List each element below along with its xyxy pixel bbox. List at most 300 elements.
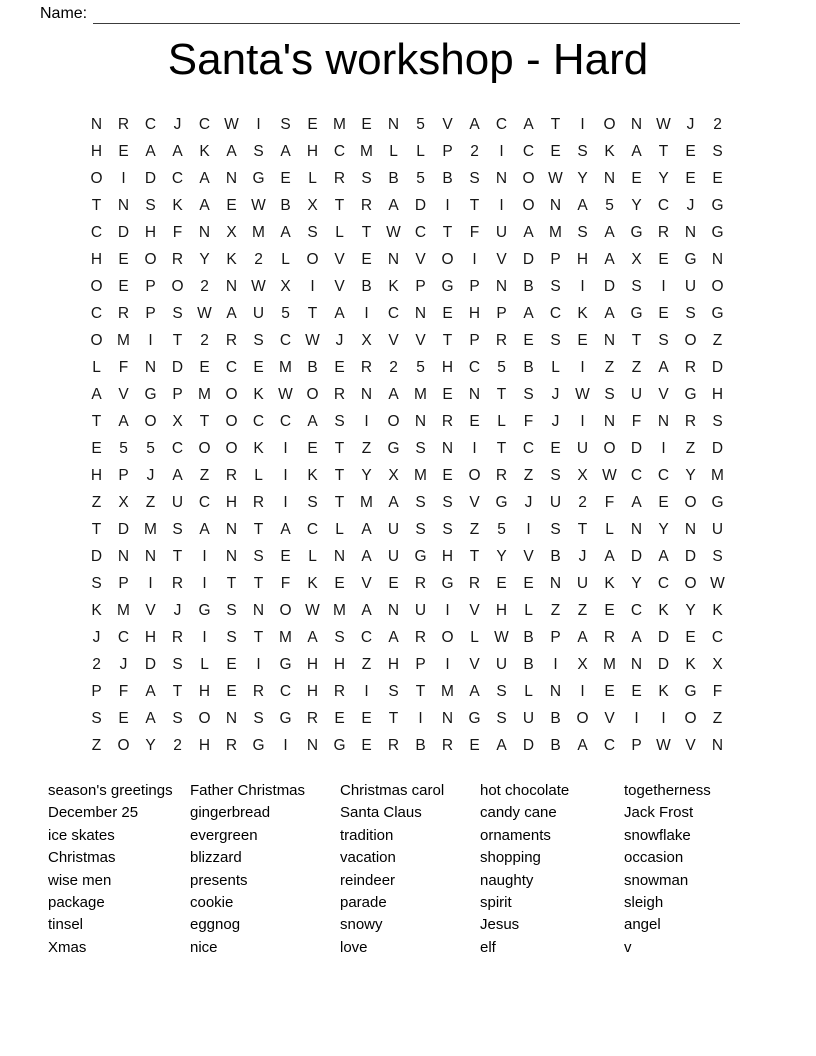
grid-cell: S	[91, 575, 102, 592]
grid-cell: C	[495, 116, 508, 133]
word-list-item: candy cane	[480, 804, 557, 822]
grid-cell: O	[198, 440, 211, 457]
grid-cell: T	[253, 575, 264, 592]
grid-cell: C	[198, 494, 211, 511]
grid-cell: S	[226, 629, 237, 646]
grid-cell: W	[224, 116, 239, 133]
grid-cell: A	[604, 305, 615, 322]
grid-cell: X	[388, 467, 399, 484]
grid-cell: A	[523, 116, 534, 133]
grid-cell: A	[91, 386, 102, 403]
grid-cell: V	[523, 548, 534, 565]
grid-cell: T	[172, 332, 183, 349]
grid-cell: D	[171, 359, 184, 376]
grid-cell: E	[226, 683, 237, 700]
grid-cell: I	[148, 332, 153, 349]
grid-cell: K	[226, 251, 237, 268]
word-list-column	[190, 780, 305, 959]
grid-cell: M	[549, 224, 562, 241]
grid-cell: U	[414, 602, 427, 619]
grid-cell: S	[712, 548, 723, 565]
grid-cell: A	[199, 197, 210, 214]
grid-cell: G	[252, 737, 265, 754]
grid-cell: A	[631, 143, 642, 160]
grid-cell: T	[577, 521, 588, 538]
grid-cell: I	[364, 305, 369, 322]
grid-cell: F	[604, 494, 615, 511]
grid-cell: M	[198, 386, 211, 403]
grid-cell: L	[254, 467, 263, 484]
grid-cell: N	[225, 521, 238, 538]
grid-cell: E	[118, 710, 129, 727]
grid-cell: R	[171, 629, 184, 646]
grid-cell: N	[495, 170, 508, 187]
word-list-item: snowflake	[624, 826, 691, 844]
grid-cell: Z	[631, 359, 642, 376]
grid-cell: R	[468, 575, 481, 592]
grid-row	[83, 435, 731, 462]
grid-cell: H	[90, 251, 103, 268]
grid-cell: J	[551, 386, 560, 403]
grid-cell: T	[334, 467, 345, 484]
word-list-item: vacation	[340, 849, 396, 867]
grid-cell: N	[468, 386, 481, 403]
grid-cell: I	[364, 413, 369, 430]
grid-cell: E	[469, 737, 480, 754]
grid-cell: U	[576, 575, 589, 592]
grid-cell: S	[577, 224, 588, 241]
grid-cell: Y	[361, 467, 372, 484]
grid-cell: N	[495, 278, 508, 295]
grid-cell: D	[630, 548, 643, 565]
grid-cell: 2	[173, 737, 182, 754]
grid-cell: H	[306, 656, 319, 673]
grid-cell: W	[305, 602, 320, 619]
grid-cell: H	[441, 548, 454, 565]
grid-cell: E	[712, 170, 723, 187]
grid-cell: D	[711, 440, 724, 457]
grid-cell: I	[202, 629, 207, 646]
grid-cell: S	[631, 278, 642, 295]
word-list-column	[624, 780, 711, 959]
grid-cell: I	[256, 116, 261, 133]
grid-cell: M	[279, 629, 292, 646]
grid-cell: L	[497, 413, 506, 430]
grid-cell: O	[90, 278, 103, 295]
grid-cell: S	[334, 413, 345, 430]
grid-cell: D	[630, 440, 643, 457]
word-list-column	[48, 780, 173, 959]
grid-cell: N	[549, 575, 562, 592]
grid-cell: P	[118, 575, 129, 592]
grid-cell: N	[603, 332, 616, 349]
word-list-item: naughty	[480, 871, 534, 889]
grid-cell: H	[711, 386, 724, 403]
grid-cell: N	[144, 359, 157, 376]
grid-cell: C	[387, 305, 400, 322]
grid-cell: I	[580, 683, 585, 700]
grid-cell: A	[199, 170, 210, 187]
grid-cell: O	[711, 278, 724, 295]
grid-cell: V	[496, 251, 507, 268]
grid-cell: A	[631, 494, 642, 511]
grid-cell: E	[226, 197, 237, 214]
grid-cell: T	[226, 575, 237, 592]
grid-cell: T	[172, 683, 183, 700]
word-list-item: Father Christmas	[190, 782, 306, 799]
word-list-item: v	[624, 938, 632, 956]
grid-row	[83, 327, 731, 354]
grid-cell: O	[684, 710, 697, 727]
grid-row	[83, 300, 731, 327]
grid-cell: U	[495, 224, 508, 241]
grid-cell: O	[171, 278, 184, 295]
grid-cell: S	[712, 413, 723, 430]
word-list-item: evergreen	[190, 826, 258, 844]
grid-cell: E	[658, 494, 669, 511]
grid-cell: H	[387, 656, 400, 673]
grid-cell: M	[360, 143, 373, 160]
grid-cell: G	[684, 386, 697, 403]
grid-row	[83, 624, 731, 651]
grid-cell: I	[499, 197, 504, 214]
word-list-item: wise men	[48, 871, 112, 889]
grid-cell: S	[496, 710, 507, 727]
grid-cell: L	[470, 629, 479, 646]
grid-cell: Z	[712, 710, 723, 727]
grid-cell: X	[307, 197, 318, 214]
grid-cell: Y	[685, 602, 696, 619]
grid-cell: I	[310, 278, 315, 295]
grid-cell: W	[575, 386, 590, 403]
grid-cell: C	[279, 683, 292, 700]
grid-row	[83, 381, 731, 408]
grid-cell: E	[226, 656, 237, 673]
grid-cell: N	[441, 710, 454, 727]
grid-cell: C	[657, 467, 670, 484]
word-list-item: reindeer	[340, 871, 396, 889]
grid-cell: A	[145, 683, 156, 700]
grid-cell: U	[252, 305, 265, 322]
grid-cell: N	[360, 386, 373, 403]
grid-cell: C	[279, 332, 292, 349]
grid-cell: E	[91, 440, 102, 457]
grid-cell: A	[658, 359, 669, 376]
grid-cell: S	[145, 197, 156, 214]
grid-cell: P	[550, 251, 561, 268]
grid-cell: H	[198, 683, 211, 700]
grid-cell: T	[442, 224, 453, 241]
grid-cell: A	[577, 197, 588, 214]
grid-cell: Z	[361, 440, 372, 457]
grid-cell: T	[334, 440, 345, 457]
grid-cell: G	[684, 251, 697, 268]
grid-cell: A	[496, 737, 507, 754]
grid-cell: K	[685, 656, 696, 673]
letter-grid	[83, 111, 731, 759]
grid-cell: V	[334, 251, 345, 268]
grid-cell: Y	[199, 251, 210, 268]
grid-cell: A	[307, 629, 318, 646]
grid-cell: X	[577, 467, 588, 484]
grid-cell: E	[631, 683, 642, 700]
grid-cell: K	[658, 683, 669, 700]
grid-cell: E	[685, 143, 696, 160]
grid-cell: E	[118, 143, 129, 160]
grid-cell: C	[657, 197, 670, 214]
grid-cell: N	[684, 521, 697, 538]
grid-cell: O	[684, 575, 697, 592]
grid-cell: Z	[361, 656, 372, 673]
grid-cell: H	[306, 683, 319, 700]
grid-cell: O	[441, 629, 454, 646]
grid-cell: O	[576, 710, 589, 727]
grid-row	[83, 219, 731, 246]
grid-cell: A	[226, 305, 237, 322]
grid-cell: R	[414, 629, 427, 646]
word-list-item: ice skates	[48, 826, 115, 844]
grid-cell: T	[631, 332, 642, 349]
grid-cell: D	[117, 521, 130, 538]
grid-row	[83, 705, 731, 732]
grid-row	[83, 732, 731, 759]
grid-cell: 2	[713, 116, 722, 133]
grid-cell: K	[712, 602, 723, 619]
grid-cell: U	[549, 494, 562, 511]
grid-cell: R	[360, 197, 373, 214]
grid-cell: E	[442, 305, 453, 322]
grid-cell: S	[442, 521, 453, 538]
grid-cell: T	[334, 494, 345, 511]
grid-cell: M	[117, 602, 130, 619]
grid-cell: V	[145, 602, 156, 619]
grid-cell: 5	[416, 116, 425, 133]
grid-cell: W	[602, 467, 617, 484]
grid-cell: S	[226, 602, 237, 619]
grid-cell: T	[415, 683, 426, 700]
grid-cell: A	[631, 629, 642, 646]
grid-cell: N	[630, 521, 643, 538]
grid-cell: A	[334, 305, 345, 322]
grid-cell: H	[576, 251, 589, 268]
grid-cell: 5	[119, 440, 128, 457]
grid-cell: 2	[389, 359, 398, 376]
grid-cell: R	[333, 386, 346, 403]
grid-cell: A	[280, 143, 291, 160]
grid-cell: T	[91, 521, 102, 538]
grid-cell: A	[388, 197, 399, 214]
grid-cell: L	[92, 359, 101, 376]
grid-cell: C	[90, 224, 103, 241]
grid-cell: S	[523, 386, 534, 403]
grid-cell: N	[630, 116, 643, 133]
grid-cell: L	[524, 683, 533, 700]
grid-cell: S	[550, 467, 561, 484]
grid-cell: Z	[91, 737, 102, 754]
grid-cell: S	[334, 629, 345, 646]
grid-cell: L	[281, 251, 290, 268]
grid-row	[83, 678, 731, 705]
grid-cell: B	[307, 359, 318, 376]
grid-cell: M	[279, 359, 292, 376]
grid-cell: O	[144, 413, 157, 430]
grid-cell: E	[253, 359, 264, 376]
grid-cell: J	[524, 494, 533, 511]
grid-cell: S	[496, 683, 507, 700]
word-list-item: snowman	[624, 871, 689, 889]
grid-cell: M	[441, 683, 454, 700]
grid-cell: 5	[497, 521, 506, 538]
grid-cell: C	[657, 575, 670, 592]
grid-cell: U	[684, 278, 697, 295]
grid-cell: E	[334, 575, 345, 592]
grid-cell: A	[658, 548, 669, 565]
grid-cell: I	[283, 737, 288, 754]
grid-cell: Z	[91, 494, 102, 511]
grid-cell: E	[442, 386, 453, 403]
grid-cell: V	[469, 494, 480, 511]
grid-cell: S	[415, 494, 426, 511]
grid-cell: N	[414, 413, 427, 430]
grid-cell: G	[495, 494, 508, 511]
grid-cell: B	[388, 170, 399, 187]
grid-cell: X	[280, 278, 291, 295]
grid-cell: F	[172, 224, 183, 241]
grid-cell: C	[171, 170, 184, 187]
grid-cell: M	[117, 332, 130, 349]
grid-cell: A	[604, 224, 615, 241]
grid-cell: S	[550, 278, 561, 295]
grid-cell: B	[361, 278, 372, 295]
grid-cell: U	[171, 494, 184, 511]
grid-cell: T	[199, 413, 210, 430]
grid-cell: V	[685, 737, 696, 754]
grid-cell: G	[414, 548, 427, 565]
grid-cell: N	[711, 251, 724, 268]
grid-cell: N	[333, 548, 346, 565]
grid-cell: L	[335, 521, 344, 538]
grid-cell: L	[200, 656, 209, 673]
grid-cell: S	[361, 170, 372, 187]
grid-cell: E	[658, 305, 669, 322]
grid-cell: R	[495, 467, 508, 484]
grid-cell: N	[414, 305, 427, 322]
grid-cell: J	[92, 629, 101, 646]
word-list-item: package	[48, 894, 105, 912]
grid-cell: O	[306, 386, 319, 403]
grid-cell: N	[603, 170, 616, 187]
grid-cell: C	[90, 305, 103, 322]
grid-cell: K	[199, 143, 210, 160]
grid-cell: I	[283, 494, 288, 511]
grid-cell: L	[524, 602, 533, 619]
grid-cell: B	[523, 656, 534, 673]
grid-cell: N	[387, 602, 400, 619]
word-list-item: Christmas	[48, 849, 116, 867]
grid-cell: A	[145, 710, 156, 727]
grid-cell: F	[118, 359, 129, 376]
grid-cell: C	[144, 116, 157, 133]
grid-cell: 5	[497, 359, 506, 376]
grid-cell: E	[577, 332, 588, 349]
grid-cell: E	[631, 170, 642, 187]
word-list	[48, 780, 788, 970]
grid-cell: V	[469, 602, 480, 619]
grid-cell: E	[307, 116, 318, 133]
grid-cell: R	[333, 683, 346, 700]
grid-cell: A	[172, 467, 183, 484]
grid-cell: C	[630, 602, 643, 619]
grid-cell: X	[172, 413, 183, 430]
grid-cell: Y	[631, 575, 642, 592]
grid-cell: H	[90, 143, 103, 160]
grid-cell: G	[252, 170, 265, 187]
grid-cell: I	[526, 521, 531, 538]
grid-cell: U	[495, 656, 508, 673]
grid-row	[83, 489, 731, 516]
grid-cell: D	[657, 656, 670, 673]
grid-cell: L	[389, 143, 398, 160]
grid-cell: E	[199, 359, 210, 376]
grid-cell: E	[361, 710, 372, 727]
word-list-item: Santa Claus	[340, 804, 422, 822]
grid-cell: E	[280, 170, 291, 187]
grid-cell: S	[388, 683, 399, 700]
grid-cell: O	[522, 197, 535, 214]
word-list-item: sleigh	[624, 894, 664, 912]
grid-cell: E	[334, 710, 345, 727]
grid-row	[83, 408, 731, 435]
grid-cell: O	[225, 413, 238, 430]
grid-cell: B	[523, 629, 534, 646]
grid-cell: 2	[470, 143, 479, 160]
grid-cell: C	[711, 629, 724, 646]
grid-cell: E	[280, 548, 291, 565]
grid-cell: L	[308, 170, 317, 187]
grid-cell: K	[577, 305, 588, 322]
word-list-item: angel	[624, 916, 661, 934]
grid-cell: T	[91, 197, 102, 214]
grid-cell: T	[496, 386, 507, 403]
grid-cell: C	[198, 116, 211, 133]
grid-cell: F	[469, 224, 480, 241]
grid-cell: S	[253, 143, 264, 160]
grid-cell: S	[307, 224, 318, 241]
word-list-item: togetherness	[624, 782, 711, 799]
grid-cell: T	[172, 548, 183, 565]
grid-cell: F	[280, 575, 291, 592]
grid-cell: K	[388, 278, 399, 295]
grid-cell: G	[387, 440, 400, 457]
grid-cell: N	[225, 278, 238, 295]
grid-cell: R	[441, 413, 454, 430]
grid-cell: O	[684, 332, 697, 349]
grid-cell: J	[146, 467, 155, 484]
grid-cell: W	[305, 332, 320, 349]
grid-cell: N	[630, 656, 643, 673]
grid-cell: I	[634, 710, 639, 727]
grid-cell: P	[415, 656, 426, 673]
grid-cell: W	[494, 629, 509, 646]
grid-cell: H	[144, 629, 157, 646]
word-list-column	[480, 780, 569, 959]
grid-cell: A	[145, 143, 156, 160]
grid-cell: O	[684, 494, 697, 511]
grid-cell: N	[387, 251, 400, 268]
grid-cell: B	[280, 197, 291, 214]
grid-cell: G	[279, 656, 292, 673]
grid-cell: A	[280, 521, 291, 538]
